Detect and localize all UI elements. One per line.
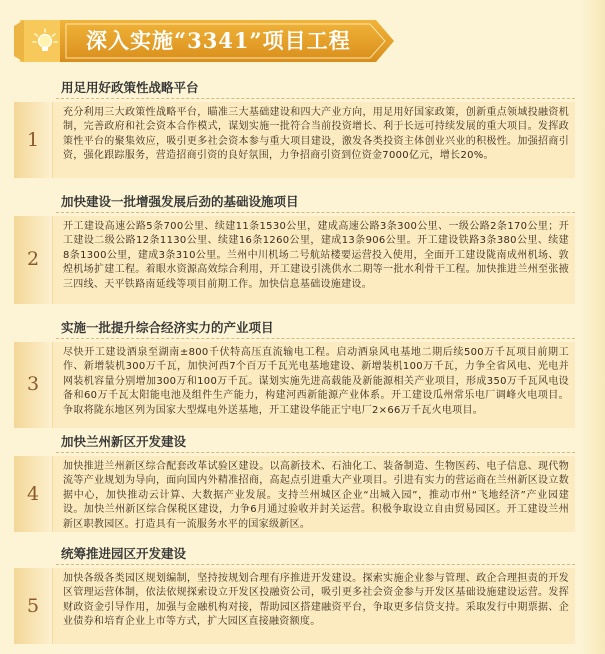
section-title: 实施一批提升综合经济实力的产业项目 bbox=[61, 320, 274, 335]
section-title: 用足用好政策性战略平台 bbox=[61, 80, 199, 95]
section-divider bbox=[56, 452, 575, 453]
section-text: 开工建设高速公路5条700公里、续建11条1530公里，建成高速公路3条300公里、一级公路2条170公里；开工建设二级公路12条1130公里、续建16条1260公里，建成13条906公里。开工建设铁路3条380公里、续建8条1300公里，建成3条310公里。兰州中川机场二号航站楼要运营投入使用，全面开工建设陇南成州机场、敦煌机场扩建工程。着眼水资源高效综合利用，开工建设引洮供水二期等一批水利骨干工程。加快推进兰州至张掖三四线、天平铁路南延线等项目前期工作。加快信息基础设施建设。 bbox=[63, 221, 569, 290]
section-body bbox=[52, 456, 575, 532]
section-divider bbox=[56, 338, 575, 339]
section-text: 加快各级各类园区规划编制，坚持按规划合理有序推进开发建设。探索实施企业参与管理、政企合理担责的开发区管理运营体制，依法依规探索设立开发区投融资公司，吸引更多社会资金参与开发区基础设施建设运营。发挥财政资金引导作用，加强与金融机构对接，帮助园区搭建融资平台，争取更多信贷支持。采取发行中期票据、企业债券和培育企业上市等方式，扩大园区直接融资额度。 bbox=[63, 573, 569, 628]
section-text: 尽快开工建设酒泉至湖南±800千伏特高压直流输电工程。启动酒泉风电基地二期后续500万千瓦项目前期工作、新增装机300万千瓦，加快河西7个百万千瓦光电基地建设、新增装机100万千瓦，力争全省风电、光电并网装机容量分别增加300万和100万千瓦。谋划实施先进高载能及新能源相关产业项目，形成350万千瓦风电设备和60万千瓦太阳能电池及组件生产能力，构建河西新能源产业体系。开工建设瓜州常乐电厂调峰火电项目。争取将陇东地区列为国家大型煤电外送基地，开工建设华能正宁电厂2×66万千瓦火电项目。 bbox=[63, 347, 569, 416]
section-number-bar bbox=[14, 216, 52, 304]
section-title: 加快建设一批增强发展后劲的基础设施项目 bbox=[61, 194, 299, 209]
section-number: 3 bbox=[26, 373, 40, 395]
section-1 bbox=[0, 78, 605, 178]
section-body bbox=[52, 342, 575, 428]
section-title: 加快兰州新区开发建设 bbox=[61, 434, 187, 449]
section-body bbox=[52, 568, 575, 644]
section-body bbox=[52, 216, 575, 304]
section-number-bar bbox=[14, 456, 52, 532]
section-number: 5 bbox=[26, 595, 40, 617]
section-number-bar bbox=[14, 102, 52, 178]
section-number-bar bbox=[14, 568, 52, 644]
section-number: 1 bbox=[26, 129, 40, 151]
section-divider bbox=[56, 98, 575, 99]
section-3 bbox=[0, 318, 605, 426]
section-divider bbox=[56, 564, 575, 565]
section-number: 4 bbox=[26, 483, 40, 505]
section-4 bbox=[0, 432, 605, 532]
section-divider bbox=[56, 212, 575, 213]
section-text: 充分利用三大政策性战略平台，瞄准三大基础建设和四大产业方向，用足用好国家政策，创新重点领域投融资机制，完善政府和社会资本合作模式，谋划实施一批符合当前投资增长、利于长远可持续发展的重大项目。发挥政策性平台的聚集效应，吸引更多社会资本参与重大项目建设，激发各类投资主体创业兴业的积极性。加强招商引资，强化跟踪服务，营造招商引资的良好氛围，力争招商引资到位资金7000亿元，增长20%。 bbox=[63, 107, 569, 162]
section-number: 2 bbox=[26, 248, 40, 270]
section-text: 加快推进兰州新区综合配套改革试验区建设。以高新技术、石油化工、装备制造、生物医药、电子信息、现代物流等产业规划为导向，面向国内外精准招商，高起点引进重大产业项目。引进有实力的营运商在兰州新区设立数据中心，加快推动云计算、大数据产业发展。支持兰州城区企业“出城入园”，推动市州“飞地经济”产业园建设。加快兰州新区综合保税区建设，力争6月通过验收并封关运营。积极争取设立自由贸易园区。开工建设兰州新区职教园区。打造具有一流服务水平的国家级新区。 bbox=[63, 461, 569, 530]
section-2 bbox=[0, 192, 605, 304]
section-body bbox=[52, 102, 575, 178]
header-banner bbox=[14, 20, 394, 62]
page-title: 深入实施“3341”项目工程 bbox=[86, 28, 351, 53]
lightbulb-icon bbox=[32, 28, 58, 54]
section-title: 统筹推进园区开发建设 bbox=[61, 546, 187, 561]
section-5 bbox=[0, 544, 605, 644]
section-number-bar bbox=[14, 342, 52, 428]
